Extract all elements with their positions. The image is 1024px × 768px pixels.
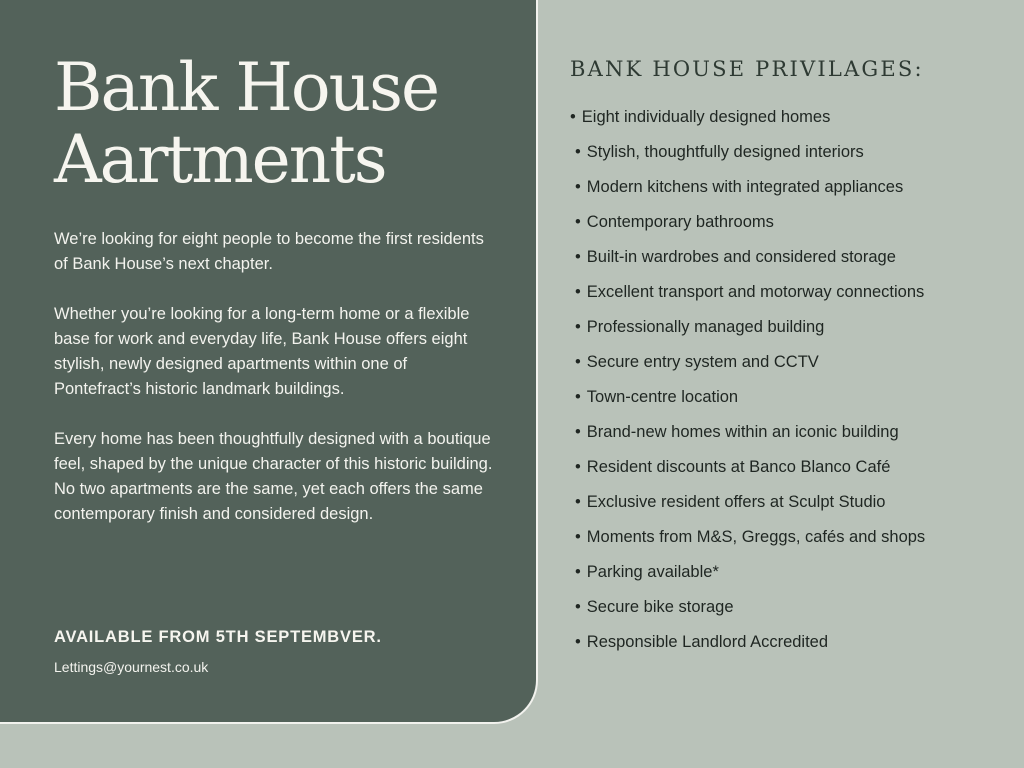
- bullet-icon: •: [575, 528, 581, 546]
- privilege-item: [570, 281, 925, 316]
- privilege-text: Moments from M&S, Greggs, cafés and shops: [586, 528, 926, 546]
- bullet-icon: •: [575, 353, 581, 371]
- privilege-text: Secure entry system and CCTV: [586, 353, 819, 371]
- intro-paragraph-2: Whether you’re looking for a long-term home or a flexible base for work and everyday life, Bank House offers eight stylish, newly designed apartments within one of Pontefract’s historic landmark buildings.: [54, 305, 470, 398]
- privilege-item: [570, 526, 925, 561]
- privilege-text: Brand-new homes within an iconic building: [586, 423, 899, 441]
- availability-notice: AVAILABLE FROM 5TH SEPTEMBVER.: [54, 628, 382, 646]
- privilege-text: Excellent transport and motorway connections: [586, 283, 925, 301]
- bullet-icon: •: [575, 633, 581, 651]
- privilege-item: [570, 596, 925, 631]
- bullet-icon: •: [575, 598, 581, 616]
- privilege-text: Modern kitchens with integrated appliances: [586, 178, 904, 196]
- privilege-item: [570, 351, 925, 386]
- page-title: [54, 49, 439, 198]
- contact-email[interactable]: Lettings@yournest.co.uk: [54, 659, 209, 675]
- privilege-item: [570, 631, 925, 666]
- privilege-text: Stylish, thoughtfully designed interiors: [586, 143, 864, 161]
- bullet-icon: •: [575, 493, 581, 511]
- intro-paragraph-1: We’re looking for eight people to become the first residents of Bank House’s next chapter.: [54, 230, 484, 273]
- intro-text: [54, 227, 494, 552]
- bullet-icon: •: [575, 563, 581, 581]
- privilege-item: [570, 386, 925, 421]
- bullet-icon: •: [575, 178, 581, 196]
- bullet-icon: •: [575, 248, 581, 266]
- privilege-item: [570, 491, 925, 526]
- privilege-item: [570, 456, 925, 491]
- privilege-text: Resident discounts at Banco Blanco Café: [586, 458, 891, 476]
- privilege-item: [570, 211, 925, 246]
- bullet-icon: •: [575, 458, 581, 476]
- bullet-icon: •: [575, 388, 581, 406]
- privileges-list: [570, 106, 925, 666]
- privileges-heading: BANK HOUSE PRIVILAGES:: [570, 57, 924, 81]
- title-line-1: Bank House: [54, 49, 439, 126]
- privilege-text: Responsible Landlord Accredited: [586, 633, 829, 651]
- privilege-text: Eight individually designed homes: [581, 108, 831, 126]
- privilege-item: [570, 246, 925, 281]
- intro-panel: [0, 0, 538, 724]
- privilege-item: [570, 106, 925, 141]
- privilege-text: Built-in wardrobes and considered storage: [586, 248, 896, 266]
- privilege-text: Parking available*: [586, 563, 719, 581]
- bullet-icon: •: [575, 143, 581, 161]
- bullet-icon: •: [575, 318, 581, 336]
- privilege-item: [570, 421, 925, 456]
- bullet-icon: •: [570, 108, 576, 126]
- bullet-icon: •: [575, 213, 581, 231]
- privilege-item: [570, 176, 925, 211]
- privilege-text: Contemporary bathrooms: [586, 213, 774, 231]
- title-line-2: Aartments: [54, 121, 386, 198]
- privilege-text: Town-centre location: [586, 388, 739, 406]
- privilege-text: Professionally managed building: [586, 318, 825, 336]
- privilege-text: Secure bike storage: [586, 598, 734, 616]
- intro-paragraph-3: Every home has been thoughtfully designed with a boutique feel, shaped by the unique character of this historic building. No two apartments are the same, yet each offers the same contemporary finish and considered design.: [54, 430, 493, 523]
- privilege-text: Exclusive resident offers at Sculpt Studio: [586, 493, 886, 511]
- privilege-item: [570, 561, 925, 596]
- bullet-icon: •: [575, 283, 581, 301]
- privilege-item: [570, 141, 925, 176]
- privilege-item: [570, 316, 925, 351]
- bullet-icon: •: [575, 423, 581, 441]
